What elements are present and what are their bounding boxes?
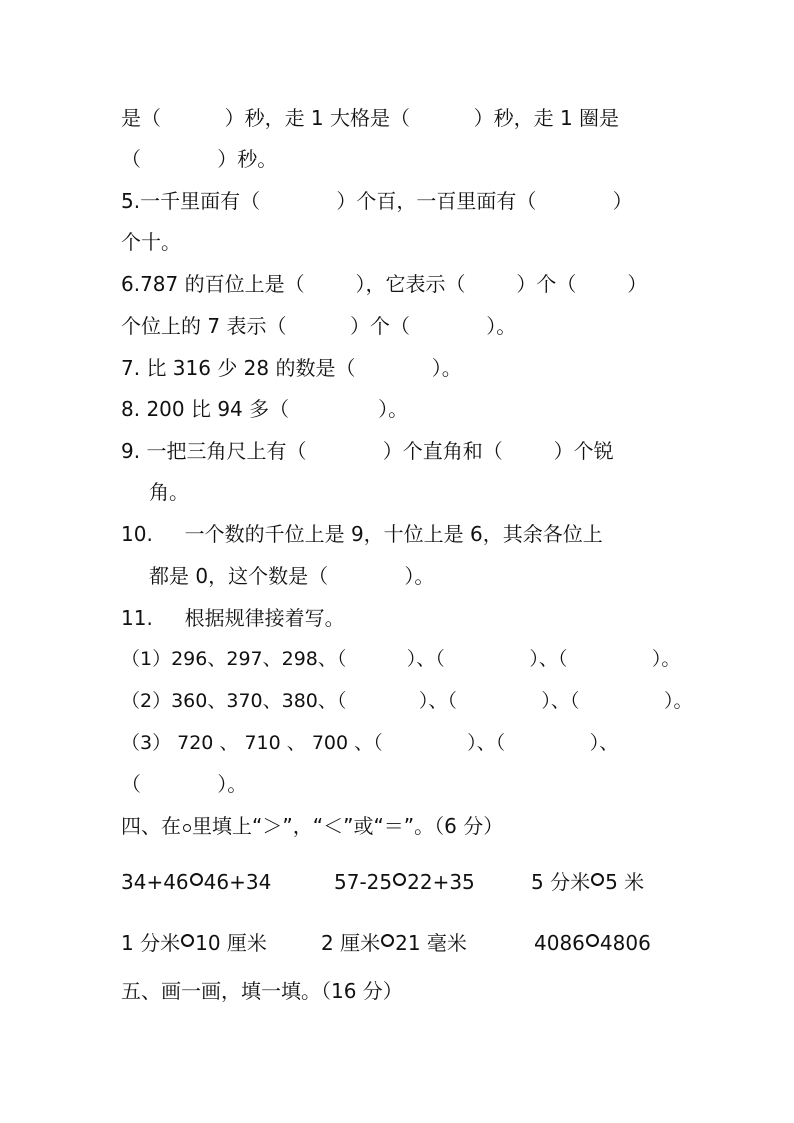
comparison-right: 46+34 [203,870,272,894]
question-6-line-2: 个位上的 7 表示（ ）个（ ）。 [121,314,517,338]
compare-circle-icon[interactable] [190,873,203,886]
circle-icon [183,824,191,832]
section-4-heading-after: 里填上“＞”，“＜”或“＝”。（6 分） [192,814,504,838]
comparison-right: 21 毫米 [395,931,467,955]
question-11-part-3-line-2: （ ）。 [121,772,248,796]
question-9-line-1: 9. 一把三角尺上有（ ）个直角和（ ）个锐 [121,439,614,463]
comparison-4 [121,929,267,957]
compare-circle-icon[interactable] [381,934,394,947]
comparison-left: 57-25 [334,870,393,894]
section-4-heading-before: 四、在 [121,814,181,838]
section-5-heading: 五、画一画，填一填。（16 分） [121,979,403,1003]
compare-circle-icon[interactable] [393,873,406,886]
question-6-line-1: 6.787 的百位上是（ ），它表示（ ）个（ ） [121,272,648,296]
comparison-3 [531,868,644,896]
comparison-left: 2 厘米 [321,931,381,955]
section-4-heading [121,812,503,840]
question-4-line-1: 是（ ）秒，走 1 大格是（ ）秒，走 1 圈是 [121,106,620,130]
comparison-right: 10 厘米 [195,931,267,955]
question-5-line-1: 5.一千里面有（ ）个百，一百里面有（ ） [121,189,633,213]
question-4-line-2: （ ）秒。 [121,147,278,171]
comparison-left: 5 分米 [531,870,591,894]
comparison-right: 5 米 [605,870,645,894]
compare-circle-icon[interactable] [181,934,194,947]
comparison-5 [321,929,467,957]
question-8: 8. 200 比 94 多（ ）。 [121,397,409,421]
comparison-2 [334,868,475,896]
question-11-part-3-line-1: （3） 720 、 710 、 700 、（ ）、（ ）、 [121,732,619,754]
comparison-right: 22+35 [407,870,475,894]
comparison-1 [121,868,271,896]
question-11-part-1: （1）296、297、298、（ ）、（ ）、（ ）。 [121,648,681,670]
comparison-left: 34+46 [121,870,189,894]
question-9-line-2: 角。 [149,480,189,504]
compare-circle-icon[interactable] [591,873,604,886]
question-11-part-2: （2）360、370、380、（ ）、（ ）、（ ）。 [121,690,693,712]
comparison-left: 1 分米 [121,931,181,955]
question-10-line-1: 10. 一个数的千位上是 9，十位上是 6，其余各位上 [121,522,603,546]
question-10-line-2: 都是 0，这个数是（ ）。 [149,564,435,588]
question-5-line-2: 个十。 [121,230,181,254]
compare-circle-icon[interactable] [586,934,599,947]
comparison-right: 4806 [599,931,651,955]
question-7: 7. 比 316 少 28 的数是（ ）。 [121,356,462,380]
comparison-left: 4086 [534,931,585,955]
comparison-6 [534,929,651,957]
question-11-title: 11. 根据规律接着写。 [121,606,345,630]
